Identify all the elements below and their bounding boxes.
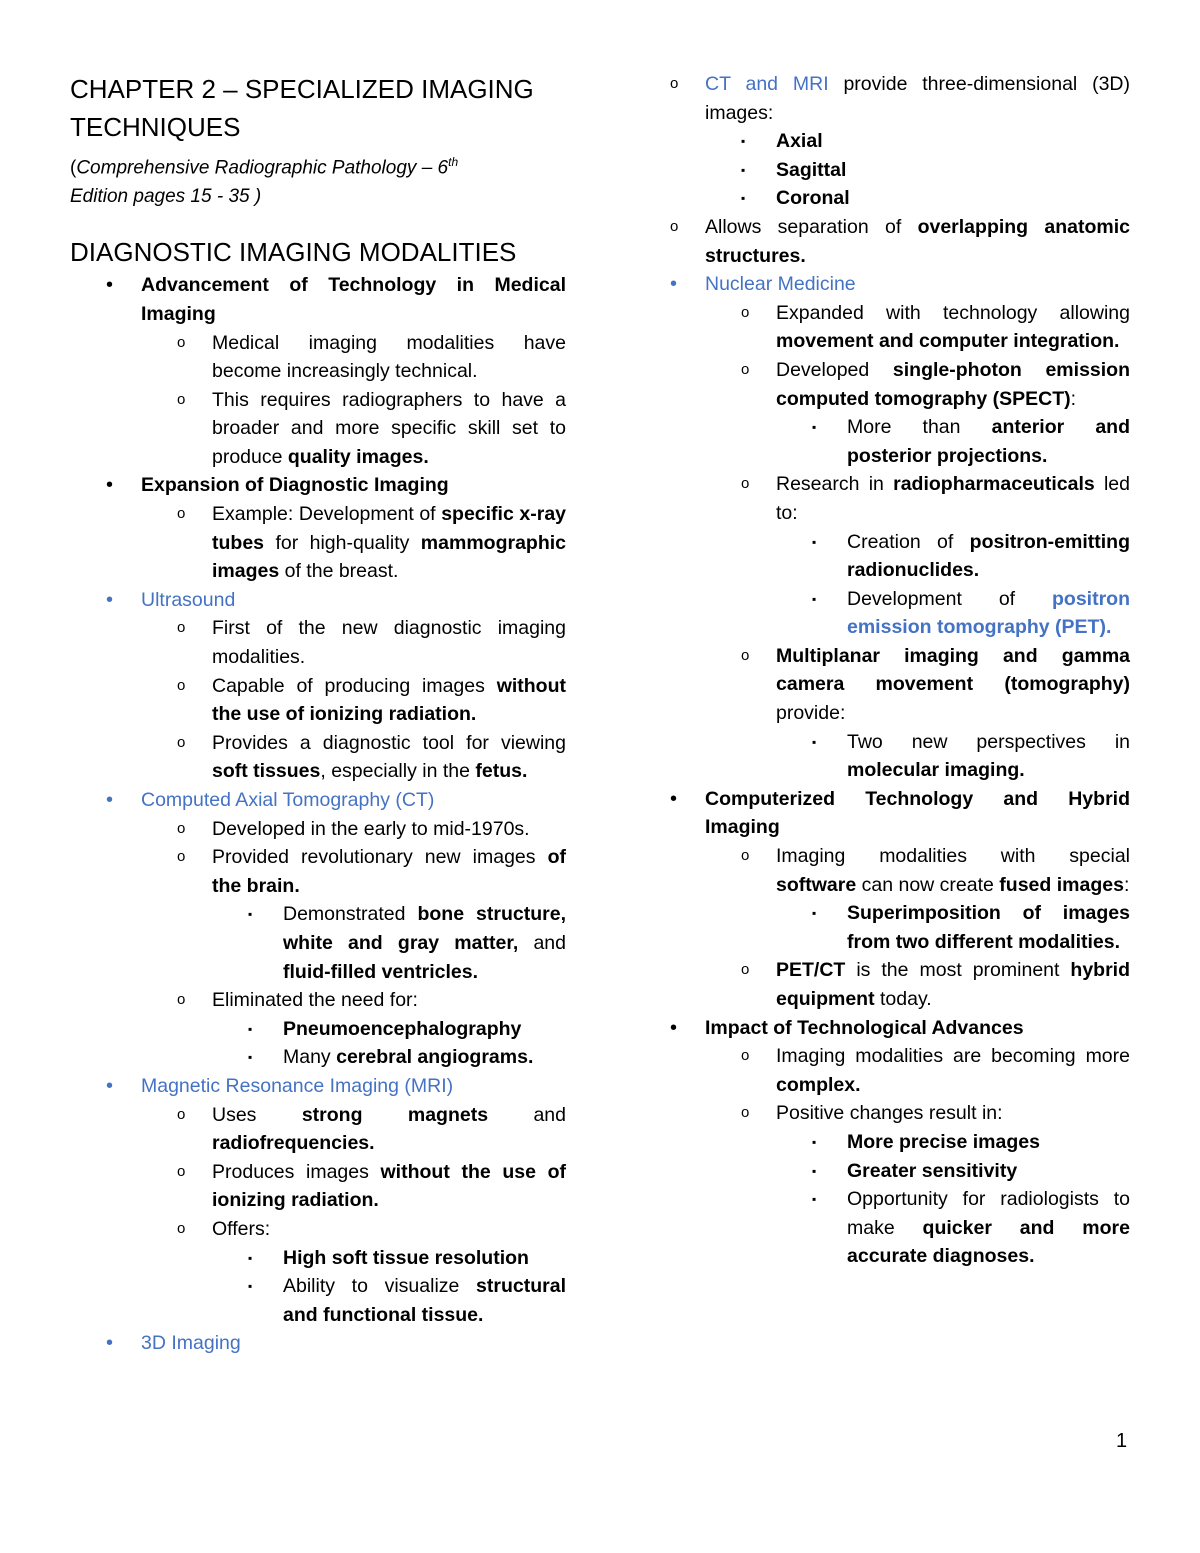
bullet-icon: ▪	[741, 162, 746, 177]
list-item	[705, 1042, 1130, 1099]
topic-title: Impact of Technological Advances	[705, 1016, 1024, 1039]
bullet-icon: o	[670, 75, 679, 92]
sub-list-item	[705, 184, 1130, 213]
list-item	[705, 1099, 1130, 1271]
item-emphasis: single-photon emission computed tomography (SPECT)	[776, 358, 1130, 410]
list-item	[705, 842, 1130, 956]
item-text: Ability to visualize	[283, 1275, 477, 1298]
topic-title: Computerized Technology and Hybrid Imaging	[705, 787, 1130, 839]
topic-title: Ultrasound	[141, 588, 236, 611]
item-emphasis: Greater sensitivity	[847, 1159, 1018, 1182]
item-emphasis: of the brain.	[212, 846, 566, 897]
item-link-text: MRI	[792, 73, 829, 95]
item-text: Developed in the early to mid-1970s.	[212, 817, 530, 840]
list-item	[141, 729, 566, 786]
bullet-icon: •	[670, 273, 678, 296]
bullet-icon: ▪	[248, 1021, 253, 1036]
sub-list-item	[212, 1272, 566, 1329]
item-emphasis: structural and functional tissue.	[283, 1275, 566, 1326]
item-text: Positive changes result in:	[776, 1102, 1003, 1125]
source-citation	[70, 148, 566, 211]
list-item	[141, 329, 566, 386]
item-text: provide:	[776, 702, 846, 725]
item-text: Medical imaging modalities have become increasingly technical.	[212, 331, 566, 383]
topic-advancement	[70, 271, 566, 471]
bullet-icon: ▪	[812, 906, 817, 921]
item-text: and	[518, 931, 566, 954]
bullet-icon: ▪	[812, 1134, 817, 1149]
bullet-icon: o	[741, 360, 750, 378]
item-emphasis: Multiplanar imaging	[776, 644, 979, 667]
chapter-title-line1: CHAPTER 2 – SPECIALIZED IMAGING	[70, 74, 534, 104]
left-column	[70, 70, 566, 1358]
item-text: More than	[847, 416, 992, 439]
item-text: Capable of producing images	[212, 674, 497, 697]
sub-list-item	[212, 1015, 566, 1044]
list-item	[634, 213, 1130, 270]
sub-list-item	[776, 413, 1130, 470]
bullet-icon: •	[106, 789, 114, 812]
item-text: Provided revolutionary new images	[212, 846, 548, 869]
item-emphasis: fluid-filled ventricles.	[283, 960, 479, 983]
bullet-icon: ▪	[248, 1250, 253, 1265]
sub-list-item	[776, 1185, 1130, 1271]
source-open-paren: (	[70, 157, 77, 179]
list-item	[634, 70, 1130, 213]
sub-list-item	[776, 585, 1130, 642]
item-text: , especially in the	[320, 760, 476, 783]
chapter-title	[70, 70, 566, 146]
sub-list-item	[776, 1128, 1130, 1157]
list-item	[141, 815, 566, 844]
list-item	[141, 1215, 566, 1329]
item-emphasis: strong magnets	[301, 1103, 489, 1126]
item-emphasis: without the use of ionizing radiation.	[212, 674, 566, 726]
item-text: is the most prominent	[845, 959, 1071, 982]
item-emphasis: quicker and more accurate diagnoses.	[847, 1216, 1130, 1268]
item-text: Creation of	[847, 530, 970, 553]
bullet-icon: ▪	[248, 907, 253, 922]
list-item	[705, 356, 1130, 470]
bullet-icon: o	[177, 619, 186, 637]
right-topic-list	[634, 270, 1130, 1271]
item-link-text: positron emission tomography (PET).	[847, 587, 1130, 639]
item-text: Opportunity for radiologists to make	[847, 1188, 1130, 1239]
item-emphasis: software	[776, 873, 857, 896]
bullet-icon: o	[177, 676, 186, 694]
item-text: First of the new diagnostic imaging modalities.	[212, 617, 566, 669]
source-edition: Edition pages 15 - 35 )	[70, 186, 262, 208]
sub-list-item	[212, 1244, 566, 1273]
bullet-icon: ▪	[812, 734, 817, 749]
bullet-icon: o	[177, 505, 186, 523]
item-emphasis: positron-emitting radionuclides.	[847, 530, 1130, 582]
topic-expansion	[70, 471, 566, 585]
list-item	[141, 1101, 566, 1158]
item-text: provide three-dimensional (3D) images:	[705, 73, 1131, 124]
sub-list-item	[776, 528, 1130, 585]
bullet-icon: ▪	[812, 420, 817, 435]
source-text: Comprehensive Radiographic Pathology – 6	[76, 157, 449, 179]
bullet-icon: ▪	[248, 1279, 253, 1294]
item-emphasis: Superimposition of images from two different modalities.	[847, 902, 1130, 953]
item-emphasis: without the use of ionizing radiation.	[212, 1160, 566, 1212]
bullet-icon: •	[670, 787, 678, 810]
list-item	[141, 986, 566, 1072]
bullet-icon: o	[741, 646, 750, 664]
bullet-icon: •	[106, 274, 114, 297]
sub-list-item	[705, 156, 1130, 185]
bullet-icon: •	[106, 1074, 114, 1097]
bullet-icon: ▪	[741, 134, 746, 149]
item-text: led to:	[776, 473, 1130, 524]
bullet-icon: o	[177, 390, 186, 408]
item-text: Many	[283, 1046, 337, 1069]
item-emphasis: More precise images	[847, 1130, 1040, 1153]
topic-title: Nuclear Medicine	[705, 273, 856, 296]
topic-mri	[70, 1072, 566, 1329]
bullet-icon: ▪	[812, 1192, 817, 1207]
item-emphasis: Coronal	[776, 187, 850, 210]
item-text: Imaging modalities with special	[776, 845, 1130, 868]
item-emphasis: High soft tissue resolution	[283, 1246, 529, 1269]
sub-list-item	[705, 127, 1130, 156]
item-emphasis: fused images	[999, 873, 1124, 896]
bullet-icon: o	[741, 847, 750, 865]
page-number: 1	[1116, 1430, 1128, 1452]
topic-title: Computed Axial Tomography (CT)	[141, 789, 435, 812]
list-item	[705, 956, 1130, 1013]
list-item	[141, 843, 566, 986]
bullet-icon: o	[177, 733, 186, 751]
item-emphasis: radiofrequencies.	[212, 1132, 375, 1155]
bullet-icon: o	[177, 1105, 186, 1123]
item-text: Eliminated the need for:	[212, 989, 418, 1012]
topic-impact	[634, 1014, 1130, 1271]
item-text: Uses	[212, 1103, 302, 1126]
item-emphasis: overlapping anatomic structures.	[705, 215, 1130, 267]
bullet-icon: o	[741, 1104, 750, 1122]
item-emphasis: fetus.	[475, 760, 528, 783]
bullet-icon: o	[177, 848, 186, 866]
item-text: today.	[874, 988, 932, 1010]
bullet-icon: •	[106, 474, 114, 497]
section-heading: DIAGNOSTIC IMAGING MODALITIES	[70, 237, 517, 268]
topic-nuclear-medicine	[634, 270, 1130, 785]
sub-list-item	[212, 1043, 566, 1072]
bullet-icon: ▪	[812, 591, 817, 606]
item-text: of the breast.	[279, 560, 399, 583]
item-text: Example: Development of	[212, 503, 442, 526]
list-item	[705, 470, 1130, 642]
bullet-icon: •	[106, 1332, 114, 1355]
bullet-icon: ▪	[812, 1163, 817, 1178]
continued-3d-list	[634, 70, 1130, 270]
item-emphasis: Axial	[776, 130, 823, 153]
item-emphasis: mammographic images	[212, 531, 566, 583]
topic-title: 3D Imaging	[141, 1332, 241, 1355]
topic-title: Magnetic Resonance Imaging (MRI)	[141, 1074, 454, 1097]
list-item	[705, 642, 1130, 785]
item-emphasis: cerebral angiograms.	[336, 1046, 534, 1069]
topic-title: Advancement of Technology in Medical Imaging	[141, 274, 566, 325]
chapter-title-line2: TECHNIQUES	[70, 112, 241, 142]
item-emphasis: gamma camera movement (tomography)	[776, 644, 1130, 696]
item-text: Development of	[847, 587, 1052, 610]
bullet-icon: o	[177, 819, 186, 837]
item-emphasis: specific x-ray tubes	[212, 503, 567, 554]
item-text: can now create	[856, 873, 1000, 896]
bullet-icon: o	[177, 1219, 186, 1237]
item-link-text: CT	[705, 73, 731, 95]
source-sup: th	[448, 155, 459, 169]
item-text: Produces images	[212, 1160, 381, 1183]
list-item	[141, 386, 566, 472]
list-item	[141, 500, 566, 586]
list-item	[705, 299, 1130, 356]
bullet-icon: o	[177, 333, 186, 351]
bullet-icon: o	[177, 1162, 186, 1180]
item-emphasis: and	[978, 644, 1062, 667]
item-text: and	[488, 1103, 566, 1126]
item-emphasis: Sagittal	[776, 158, 847, 181]
bullet-icon: ▪	[248, 1050, 253, 1065]
item-emphasis: bone structure, white and gray matter,	[283, 903, 566, 954]
item-text: Offers:	[212, 1217, 271, 1240]
item-emphasis: radiopharmaceuticals	[893, 473, 1095, 496]
item-text: Expanded with technology allowing	[776, 301, 1130, 324]
item-text: This requires radiographers to have a broader and more specific skill set to produce	[212, 388, 566, 468]
item-text: for high-quality	[264, 531, 421, 554]
sub-list-item	[776, 728, 1130, 785]
sub-list-item	[212, 900, 566, 986]
item-emphasis: molecular imaging.	[847, 759, 1025, 782]
bullet-icon: o	[177, 991, 186, 1009]
bullet-icon: •	[670, 1016, 678, 1039]
bullet-icon: ▪	[741, 191, 746, 206]
topic-ultrasound	[70, 586, 566, 786]
item-emphasis: Pneumoencephalography	[283, 1017, 522, 1040]
item-text: Allows separation of	[705, 215, 918, 238]
sub-list-item	[776, 1157, 1130, 1186]
item-text: Developed	[776, 358, 893, 381]
item-text: Provides a diagnostic tool for viewing	[212, 731, 566, 754]
item-text: :	[1123, 873, 1130, 896]
sub-list-item	[776, 899, 1130, 956]
item-emphasis: anterior and posterior projections.	[847, 416, 1131, 467]
topic-3d-imaging	[70, 1329, 566, 1358]
right-column	[634, 70, 1130, 1271]
bullet-icon: •	[106, 588, 114, 611]
bullet-icon: o	[741, 1047, 750, 1065]
list-item	[141, 672, 566, 729]
item-emphasis: complex.	[776, 1073, 861, 1096]
item-emphasis: hybrid equipment	[776, 959, 1130, 1010]
item-text: Two new perspectives in	[847, 730, 1130, 753]
list-item	[141, 1158, 566, 1215]
bullet-icon: ▪	[812, 534, 817, 549]
bullet-icon: o	[741, 961, 750, 979]
topic-title: Expansion of Diagnostic Imaging	[141, 474, 449, 497]
item-emphasis: quality images.	[287, 445, 429, 468]
topic-ct	[70, 786, 566, 1072]
topic-computerized-hybrid	[634, 785, 1130, 1014]
item-emphasis: soft tissues	[212, 760, 321, 783]
left-topic-list	[70, 271, 566, 1358]
item-link-text: and	[730, 73, 793, 95]
bullet-icon: o	[741, 303, 750, 321]
bullet-icon: o	[670, 217, 679, 235]
bullet-icon: o	[741, 475, 750, 493]
item-text: Research in	[776, 473, 894, 496]
item-emphasis: movement and computer integration.	[776, 330, 1120, 353]
item-text: :	[1070, 387, 1077, 410]
item-text: Demonstrated	[283, 903, 418, 926]
item-emphasis: PET/CT	[776, 959, 846, 982]
list-item	[141, 614, 566, 671]
item-text: Imaging modalities are becoming more	[776, 1045, 1130, 1068]
